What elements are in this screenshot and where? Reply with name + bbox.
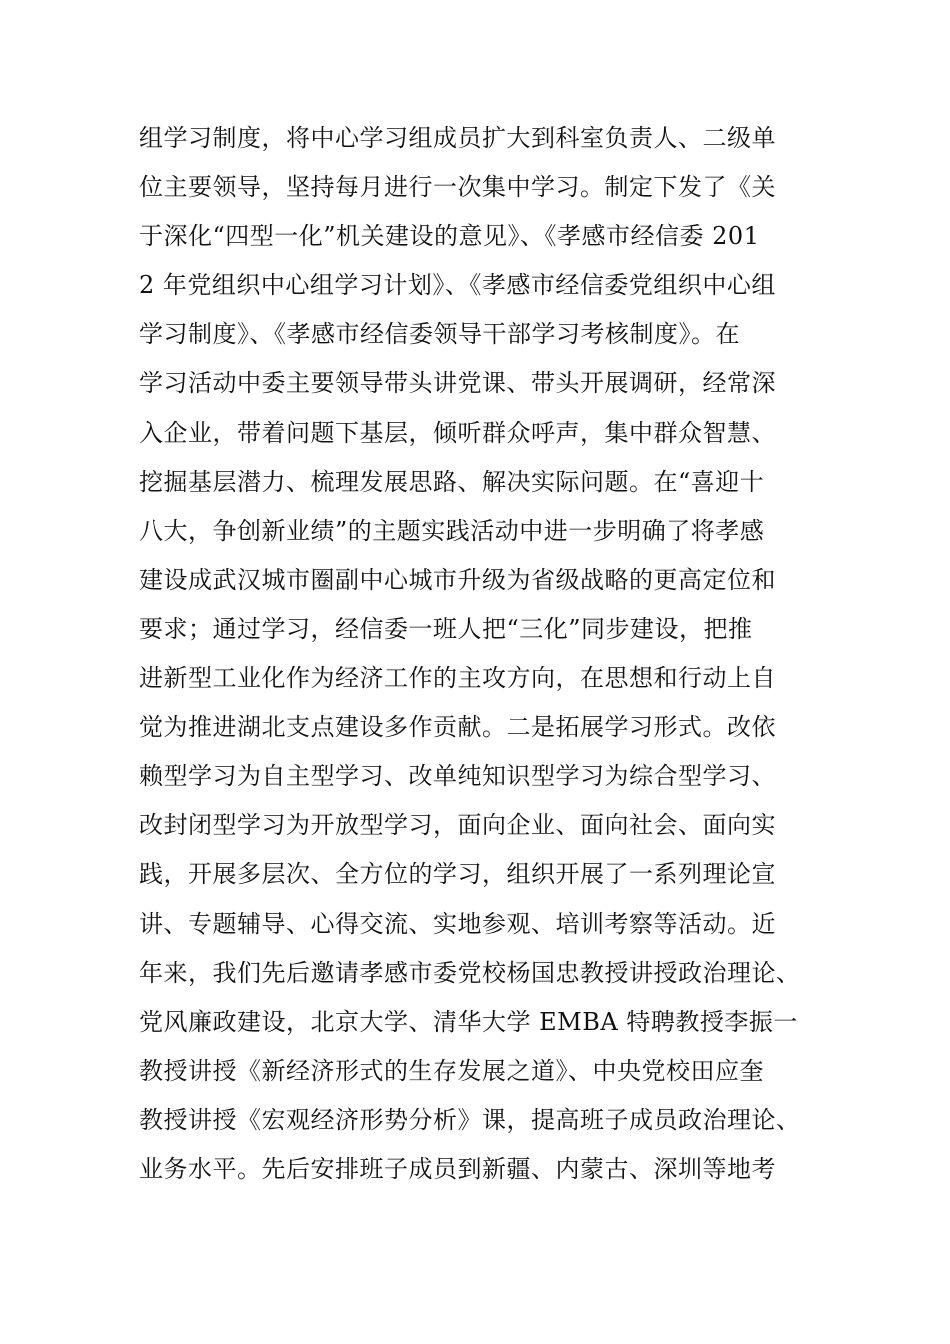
text-line: 赖型学习为自主型学习、改单纯知识型学习为综合型学习、 [139, 762, 776, 791]
text-line: 进新型工业化作为经济工作的主攻方向，在思想和行动上自 [139, 664, 776, 693]
body-paragraph [139, 114, 839, 1194]
text-line: 学习制度》、《孝感市经信委领导干部学习考核制度》。在 [139, 320, 740, 349]
text-line: 挖掘基层潜力、梳理发展思路、解决实际问题。在“喜迎十 [139, 467, 765, 496]
text-line: 于深化“四型一化”机关建设的意见》、《孝感市经信委 201 [139, 222, 760, 251]
text-line: 建设成武汉城市圈副中心城市升级为省级战略的更高定位和 [139, 565, 776, 594]
text-line: 2 年党组织中心组学习计划》、《孝感市经信委党组织中心组 [139, 271, 776, 300]
text-line: 学习活动中委主要领导带头讲党课、带头开展调研，经常深 [139, 369, 776, 398]
text-line: 要求；通过学习，经信委一班人把“三化”同步建设，把推 [139, 614, 753, 643]
text-line: 位主要领导，坚持每月进行一次集中学习。制定下发了《关 [139, 173, 776, 202]
text-line: 年来，我们先后邀请孝感市委党校杨国忠教授讲授政治理论、 [139, 958, 801, 987]
text-line: 八大，争创新业绩”的主题实践活动中进一步明确了将孝感 [139, 516, 765, 545]
text-line: 组学习制度，将中心学习组成员扩大到科室负责人、二级单 [139, 124, 776, 152]
text-line: 入企业，带着问题下基层，倾听群众呼声，集中群众智慧、 [139, 418, 776, 447]
text-line: 教授讲授《宏观经济形势分析》课，提高班子成员政治理论、 [139, 1105, 801, 1134]
text-line: 觉为推进湖北支点建设多作贡献。二是拓展学习形式。改依 [139, 713, 776, 742]
text-line: 践，开展多层次、全方位的学习，组织开展了一系列理论宣 [139, 860, 776, 889]
text-line: 教授讲授《新经济形式的生存发展之道》、中央党校田应奎 [139, 1056, 764, 1085]
text-line: 讲、专题辅导、心得交流、实地参观、培训考察等活动。近 [139, 909, 776, 938]
text-line: 改封闭型学习为开放型学习，面向企业、面向社会、面向实 [139, 811, 776, 840]
text-line: 党风廉政建设，北京大学、清华大学 EMBA 特聘教授李振一 [139, 1007, 798, 1036]
text-line: 业务水平。先后安排班子成员到新疆、内蒙古、深圳等地考 [139, 1154, 776, 1183]
